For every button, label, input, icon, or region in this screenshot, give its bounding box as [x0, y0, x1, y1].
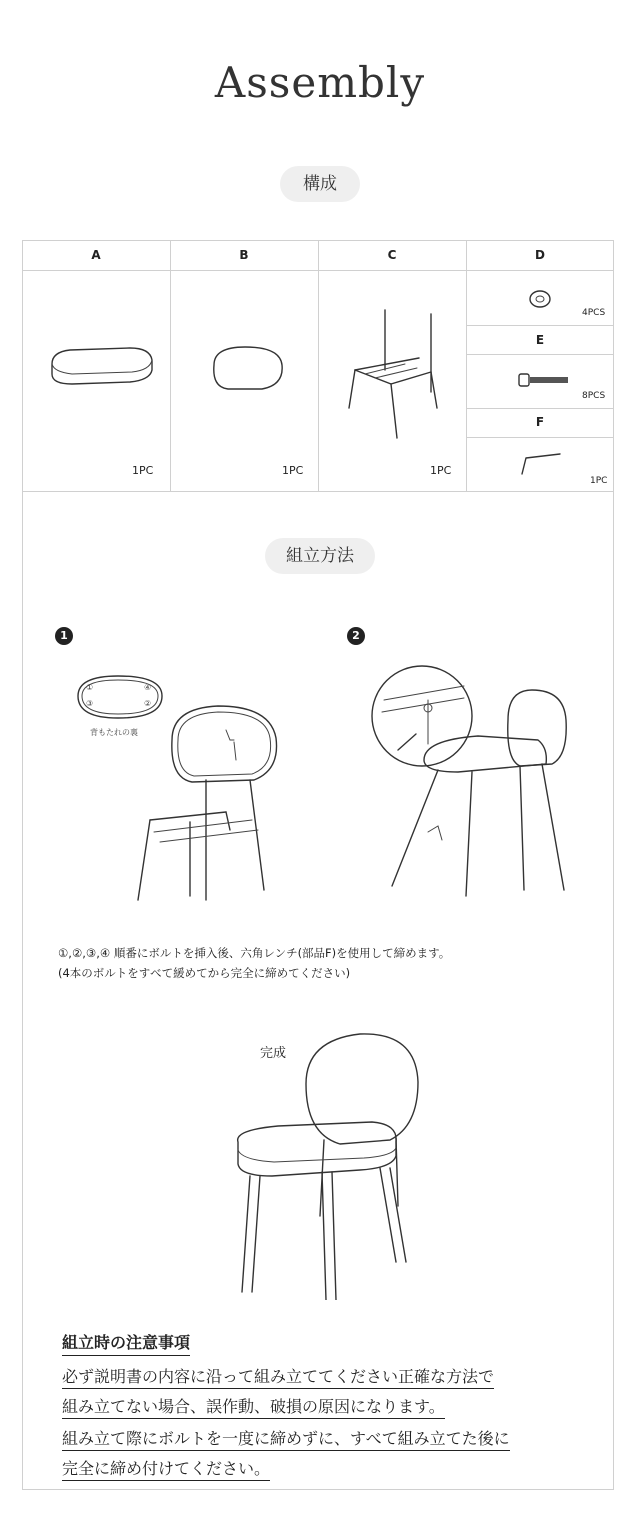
step-2-chair-illustration [368, 660, 588, 910]
backrest-illustration [200, 335, 295, 405]
part-e-header: E [535, 333, 545, 347]
note-line-2: 組み立てない場合、誤作動、破損の原因になります。 [62, 1396, 445, 1419]
step-1-number: 1 [55, 627, 73, 645]
marker-1: ① [86, 683, 94, 692]
parts-section-label: 構成 [280, 166, 360, 202]
part-c-header: C [387, 248, 397, 262]
note-line-3: 組み立て際にボルトを一度に締めずに、すべて組み立てた後に [62, 1428, 510, 1451]
marker-4: ④ [144, 683, 152, 692]
part-c-quantity: 1PC [430, 464, 452, 477]
instruction-line-2: (4本のボルトをすべて緩めてから完全に締めてください) [58, 966, 351, 980]
row-divider [466, 354, 614, 355]
part-d-header: D [535, 248, 545, 262]
step-1-chair-illustration [130, 700, 310, 920]
part-f-header: F [535, 415, 545, 429]
step-2-number: 2 [347, 627, 365, 645]
backrest-rear-caption: 背もたれの裏 [90, 728, 138, 737]
column-divider [466, 240, 467, 491]
washer-illustration [527, 288, 553, 310]
marker-3: ③ [86, 699, 94, 708]
column-divider [170, 240, 171, 491]
note-line-1: 必ず説明書の内容に沿って組み立ててください正確な方法で [62, 1366, 494, 1389]
seat-cushion-illustration [40, 330, 160, 400]
part-d-quantity: 4PCS [582, 308, 606, 318]
hex-wrench-illustration [516, 450, 566, 480]
howto-section-label: 組立方法 [265, 538, 375, 574]
row-divider [466, 325, 614, 326]
completed-chair-illustration [220, 1030, 430, 1300]
bolt-illustration [516, 371, 572, 389]
column-divider [318, 240, 319, 491]
notes-title: 組立時の注意事項 [62, 1330, 190, 1356]
row-divider [466, 408, 614, 409]
table-bottom-divider [22, 491, 614, 492]
part-b-header: B [239, 248, 249, 262]
note-line-4: 完全に締め付けてください。 [62, 1458, 270, 1481]
row-divider [466, 437, 614, 438]
complete-label: 完成 [260, 1046, 287, 1061]
part-e-quantity: 8PCS [582, 391, 606, 401]
part-a-quantity: 1PC [132, 464, 154, 477]
instruction-line-1: ①,②,③,④ 順番にボルトを挿入後、六角レンチ(部品F)を使用して締めます。 [58, 946, 451, 960]
page-title: Assembly [214, 58, 426, 107]
chair-frame-illustration [335, 300, 455, 450]
part-f-quantity: 1PC [590, 476, 608, 486]
part-b-quantity: 1PC [282, 464, 304, 477]
part-a-header: A [91, 248, 101, 262]
marker-2: ② [144, 699, 152, 708]
